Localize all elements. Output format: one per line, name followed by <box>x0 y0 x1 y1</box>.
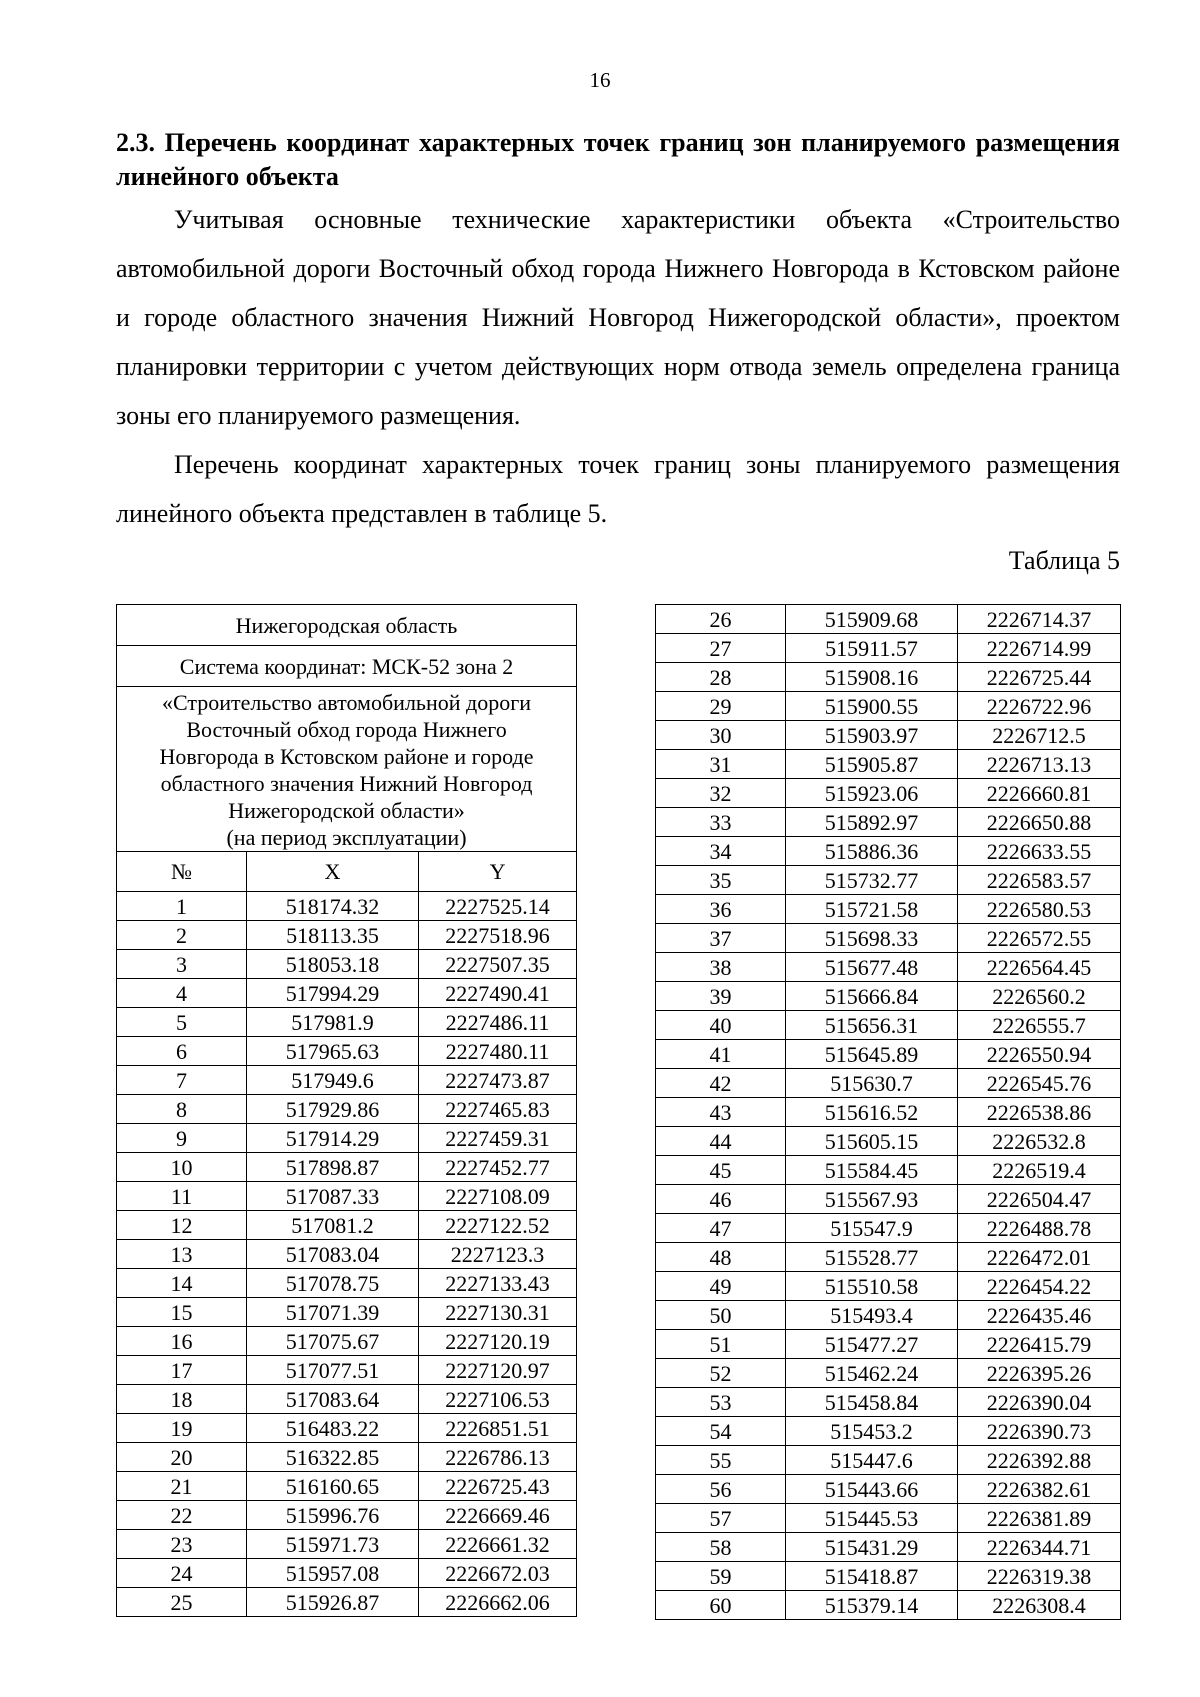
y-coordinate-cell: 2226454.22 <box>958 1272 1121 1301</box>
x-coordinate-cell: 517914.29 <box>247 1124 419 1153</box>
y-coordinate-cell: 2226555.7 <box>958 1011 1121 1040</box>
y-coordinate-cell: 2226392.88 <box>958 1446 1121 1475</box>
x-coordinate-cell: 515458.84 <box>786 1388 958 1417</box>
x-coordinate-cell: 515447.6 <box>786 1446 958 1475</box>
point-number-cell: 24 <box>117 1559 247 1588</box>
y-coordinate-cell: 2227486.11 <box>419 1008 577 1037</box>
table-row <box>656 634 1121 663</box>
table-row <box>656 1330 1121 1359</box>
y-coordinate-cell: 2226545.76 <box>958 1069 1121 1098</box>
x-coordinate-cell: 517075.67 <box>247 1327 419 1356</box>
y-coordinate-cell: 2226390.04 <box>958 1388 1121 1417</box>
x-coordinate-cell: 515477.27 <box>786 1330 958 1359</box>
point-number-cell: 22 <box>117 1501 247 1530</box>
table-row <box>117 1269 577 1298</box>
table-row <box>117 1037 577 1066</box>
x-coordinate-cell: 515528.77 <box>786 1243 958 1272</box>
point-number-cell: 55 <box>656 1446 786 1475</box>
point-number-cell: 6 <box>117 1037 247 1066</box>
x-coordinate-cell: 515698.33 <box>786 924 958 953</box>
point-number-cell: 27 <box>656 634 786 663</box>
point-number-cell: 45 <box>656 1156 786 1185</box>
table-row <box>656 837 1121 866</box>
y-coordinate-cell: 2226488.78 <box>958 1214 1121 1243</box>
table-row <box>656 1301 1121 1330</box>
point-number-cell: 50 <box>656 1301 786 1330</box>
y-coordinate-cell: 2227465.83 <box>419 1095 577 1124</box>
table-row <box>656 605 1121 634</box>
y-coordinate-cell: 2226583.57 <box>958 866 1121 895</box>
table-row <box>656 866 1121 895</box>
point-number-cell: 36 <box>656 895 786 924</box>
region-header: Нижегородская область <box>117 605 577 646</box>
x-coordinate-cell: 518174.32 <box>247 892 419 921</box>
x-coordinate-cell: 517898.87 <box>247 1153 419 1182</box>
x-coordinate-cell: 515567.93 <box>786 1185 958 1214</box>
y-coordinate-cell: 2226650.88 <box>958 808 1121 837</box>
table-row <box>656 982 1121 1011</box>
table-reference-paragraph: Перечень координат характерных точек границ зоны планируемого размещения линейного объекта представлен в таблице 5. <box>116 450 1120 528</box>
y-coordinate-cell: 2226580.53 <box>958 895 1121 924</box>
coordinates-table-right <box>655 604 1121 1620</box>
x-coordinate-cell: 515892.97 <box>786 808 958 837</box>
y-coordinate-cell: 2227120.19 <box>419 1327 577 1356</box>
point-number-cell: 43 <box>656 1098 786 1127</box>
point-number-cell: 51 <box>656 1330 786 1359</box>
section-heading: 2.3. Перечень координат характерных точек границ зон планируемого размещения линейного объекта <box>116 128 1120 191</box>
x-coordinate-cell: 515908.16 <box>786 663 958 692</box>
x-coordinate-cell: 515605.15 <box>786 1127 958 1156</box>
table-row <box>656 1156 1121 1185</box>
y-coordinate-cell: 2227473.87 <box>419 1066 577 1095</box>
table-row <box>656 692 1121 721</box>
point-number-cell: 37 <box>656 924 786 953</box>
point-number-cell: 48 <box>656 1243 786 1272</box>
table-row <box>656 1272 1121 1301</box>
y-coordinate-cell: 2226519.4 <box>958 1156 1121 1185</box>
table-row <box>117 1559 577 1588</box>
y-coordinate-cell: 2227459.31 <box>419 1124 577 1153</box>
y-coordinate-cell: 2227507.35 <box>419 950 577 979</box>
table-row <box>117 1385 577 1414</box>
x-coordinate-cell: 515666.84 <box>786 982 958 1011</box>
y-coordinate-cell: 2227108.09 <box>419 1182 577 1211</box>
y-coordinate-cell: 2226662.06 <box>419 1588 577 1617</box>
table-row <box>117 1530 577 1559</box>
table-row <box>117 1501 577 1530</box>
point-number-cell: 10 <box>117 1153 247 1182</box>
y-coordinate-cell: 2227122.52 <box>419 1211 577 1240</box>
y-coordinate-cell: 2226381.89 <box>958 1504 1121 1533</box>
object-name-line: «Строительство автомобильной дороги <box>162 690 531 715</box>
point-number-cell: 47 <box>656 1214 786 1243</box>
point-number-cell: 4 <box>117 979 247 1008</box>
object-name-line: Новгорода в Кстовском районе и городе <box>159 744 534 769</box>
y-coordinate-cell: 2226851.51 <box>419 1414 577 1443</box>
y-coordinate-cell: 2226344.71 <box>958 1533 1121 1562</box>
table-row <box>117 979 577 1008</box>
point-number-cell: 52 <box>656 1359 786 1388</box>
table-row <box>656 721 1121 750</box>
x-coordinate-cell: 515721.58 <box>786 895 958 924</box>
y-coordinate-cell: 2227525.14 <box>419 892 577 921</box>
x-coordinate-cell: 517929.86 <box>247 1095 419 1124</box>
y-coordinate-cell: 2227452.77 <box>419 1153 577 1182</box>
point-number-cell: 8 <box>117 1095 247 1124</box>
x-coordinate-cell: 518053.18 <box>247 950 419 979</box>
x-coordinate-cell: 515886.36 <box>786 837 958 866</box>
page-number: 16 <box>589 68 611 92</box>
table-row <box>117 950 577 979</box>
point-number-cell: 46 <box>656 1185 786 1214</box>
y-coordinate-cell: 2226672.03 <box>419 1559 577 1588</box>
x-coordinate-cell: 515379.14 <box>786 1591 958 1620</box>
table-row <box>656 808 1121 837</box>
point-number-cell: 34 <box>656 837 786 866</box>
table-row <box>656 1359 1121 1388</box>
point-number-cell: 25 <box>117 1588 247 1617</box>
y-coordinate-cell: 2226538.86 <box>958 1098 1121 1127</box>
y-coordinate-cell: 2226564.45 <box>958 953 1121 982</box>
x-coordinate-cell: 517083.64 <box>247 1385 419 1414</box>
y-coordinate-cell: 2226532.8 <box>958 1127 1121 1156</box>
table-row <box>656 1011 1121 1040</box>
x-coordinate-cell: 515656.31 <box>786 1011 958 1040</box>
point-number-cell: 5 <box>117 1008 247 1037</box>
object-name-line: областного значения Нижний Новгород <box>160 771 533 796</box>
table-row <box>117 1443 577 1472</box>
point-number-cell: 1 <box>117 892 247 921</box>
point-number-cell: 12 <box>117 1211 247 1240</box>
table-row <box>656 1446 1121 1475</box>
point-number-cell: 18 <box>117 1385 247 1414</box>
point-number-cell: 59 <box>656 1562 786 1591</box>
y-coordinate-cell: 2226390.73 <box>958 1417 1121 1446</box>
table-row <box>117 1153 577 1182</box>
y-coordinate-cell: 2226550.94 <box>958 1040 1121 1069</box>
y-coordinate-cell: 2226725.44 <box>958 663 1121 692</box>
point-number-cell: 17 <box>117 1356 247 1385</box>
x-coordinate-cell: 517071.39 <box>247 1298 419 1327</box>
x-coordinate-cell: 515630.7 <box>786 1069 958 1098</box>
x-coordinate-cell: 515905.87 <box>786 750 958 779</box>
point-number-cell: 40 <box>656 1011 786 1040</box>
point-number-cell: 2 <box>117 921 247 950</box>
x-coordinate-cell: 517077.51 <box>247 1356 419 1385</box>
y-coordinate-cell: 2226712.5 <box>958 721 1121 750</box>
x-coordinate-cell: 515453.2 <box>786 1417 958 1446</box>
table-row <box>656 1388 1121 1417</box>
point-number-cell: 15 <box>117 1298 247 1327</box>
x-coordinate-cell: 515911.57 <box>786 634 958 663</box>
table-row <box>656 1214 1121 1243</box>
point-number-cell: 58 <box>656 1533 786 1562</box>
y-coordinate-cell: 2226395.26 <box>958 1359 1121 1388</box>
y-coordinate-cell: 2226661.32 <box>419 1530 577 1559</box>
point-number-cell: 28 <box>656 663 786 692</box>
x-coordinate-cell: 517949.6 <box>247 1066 419 1095</box>
x-coordinate-cell: 518113.35 <box>247 921 419 950</box>
x-coordinate-cell: 517078.75 <box>247 1269 419 1298</box>
point-number-cell: 39 <box>656 982 786 1011</box>
x-coordinate-cell: 515677.48 <box>786 953 958 982</box>
point-number-cell: 19 <box>117 1414 247 1443</box>
table-row <box>656 895 1121 924</box>
table-row <box>656 1562 1121 1591</box>
point-number-cell: 13 <box>117 1240 247 1269</box>
point-number-cell: 44 <box>656 1127 786 1156</box>
table-row <box>656 1098 1121 1127</box>
x-coordinate-cell: 515645.89 <box>786 1040 958 1069</box>
table-row <box>656 1185 1121 1214</box>
table-row <box>117 1414 577 1443</box>
point-number-cell: 20 <box>117 1443 247 1472</box>
table-row <box>656 1417 1121 1446</box>
y-coordinate-cell: 2227133.43 <box>419 1269 577 1298</box>
table-row <box>656 663 1121 692</box>
table-row <box>117 1356 577 1385</box>
table-row <box>117 892 577 921</box>
x-coordinate-cell: 517083.04 <box>247 1240 419 1269</box>
table-row <box>656 1069 1121 1098</box>
table-row <box>117 1327 577 1356</box>
coordinates-table-left <box>116 604 577 1617</box>
table-row <box>117 1008 577 1037</box>
y-coordinate-cell: 2227130.31 <box>419 1298 577 1327</box>
table-row <box>117 1124 577 1153</box>
x-coordinate-cell: 515909.68 <box>786 605 958 634</box>
y-coordinate-cell: 2226713.13 <box>958 750 1121 779</box>
y-coordinate-cell: 2227123.3 <box>419 1240 577 1269</box>
table-row <box>656 1243 1121 1272</box>
y-coordinate-cell: 2226669.46 <box>419 1501 577 1530</box>
point-number-cell: 9 <box>117 1124 247 1153</box>
table-row <box>117 1211 577 1240</box>
point-number-cell: 49 <box>656 1272 786 1301</box>
y-coordinate-cell: 2227490.41 <box>419 979 577 1008</box>
x-coordinate-cell: 517994.29 <box>247 979 419 1008</box>
y-coordinate-cell: 2226560.2 <box>958 982 1121 1011</box>
y-coordinate-cell: 2226633.55 <box>958 837 1121 866</box>
table-row <box>117 1298 577 1327</box>
x-coordinate-cell: 515903.97 <box>786 721 958 750</box>
x-coordinate-cell: 515445.53 <box>786 1504 958 1533</box>
x-coordinate-cell: 517981.9 <box>247 1008 419 1037</box>
point-number-cell: 33 <box>656 808 786 837</box>
table-row <box>656 779 1121 808</box>
point-number-cell: 54 <box>656 1417 786 1446</box>
point-number-cell: 23 <box>117 1530 247 1559</box>
object-name-line: Нижегородской области» <box>228 798 465 823</box>
point-number-cell: 29 <box>656 692 786 721</box>
y-coordinate-cell: 2226435.46 <box>958 1301 1121 1330</box>
operation-period-note: (на период эксплуатации) <box>226 825 467 850</box>
table-row <box>656 1475 1121 1504</box>
x-coordinate-cell: 515996.76 <box>247 1501 419 1530</box>
point-number-cell: 3 <box>117 950 247 979</box>
table-row <box>656 1504 1121 1533</box>
point-number-cell: 14 <box>117 1269 247 1298</box>
y-coordinate-cell: 2226572.55 <box>958 924 1121 953</box>
table-row <box>117 1472 577 1501</box>
point-number-cell: 30 <box>656 721 786 750</box>
table-row <box>656 1591 1121 1620</box>
table-row <box>117 1588 577 1617</box>
x-coordinate-cell: 515957.08 <box>247 1559 419 1588</box>
table-row <box>656 924 1121 953</box>
x-coordinate-cell: 515616.52 <box>786 1098 958 1127</box>
x-coordinate-cell: 517965.63 <box>247 1037 419 1066</box>
table-row <box>656 1127 1121 1156</box>
x-coordinate-cell: 515510.58 <box>786 1272 958 1301</box>
x-coordinate-cell: 517081.2 <box>247 1211 419 1240</box>
point-number-cell: 60 <box>656 1591 786 1620</box>
table-row <box>117 1240 577 1269</box>
table-row <box>117 921 577 950</box>
x-coordinate-cell: 515443.66 <box>786 1475 958 1504</box>
x-coordinate-cell: 515900.55 <box>786 692 958 721</box>
point-number-cell: 38 <box>656 953 786 982</box>
table-row <box>117 1182 577 1211</box>
x-coordinate-cell: 515547.9 <box>786 1214 958 1243</box>
y-coordinate-cell: 2226308.4 <box>958 1591 1121 1620</box>
object-name-line: Восточный обход города Нижнего <box>186 717 507 742</box>
table-row <box>656 750 1121 779</box>
point-number-cell: 41 <box>656 1040 786 1069</box>
point-number-cell: 11 <box>117 1182 247 1211</box>
y-coordinate-cell: 2226472.01 <box>958 1243 1121 1272</box>
column-header-y: Y <box>419 852 577 892</box>
y-coordinate-cell: 2227518.96 <box>419 921 577 950</box>
x-coordinate-cell: 515418.87 <box>786 1562 958 1591</box>
object-name-header <box>117 687 577 852</box>
point-number-cell: 57 <box>656 1504 786 1533</box>
table-row <box>656 953 1121 982</box>
table-caption: Таблица 5 <box>1008 546 1120 575</box>
x-coordinate-cell: 517087.33 <box>247 1182 419 1211</box>
y-coordinate-cell: 2226415.79 <box>958 1330 1121 1359</box>
point-number-cell: 7 <box>117 1066 247 1095</box>
y-coordinate-cell: 2226504.47 <box>958 1185 1121 1214</box>
x-coordinate-cell: 515462.24 <box>786 1359 958 1388</box>
y-coordinate-cell: 2226660.81 <box>958 779 1121 808</box>
x-coordinate-cell: 516483.22 <box>247 1414 419 1443</box>
x-coordinate-cell: 516322.85 <box>247 1443 419 1472</box>
y-coordinate-cell: 2226382.61 <box>958 1475 1121 1504</box>
x-coordinate-cell: 515431.29 <box>786 1533 958 1562</box>
y-coordinate-cell: 2227480.11 <box>419 1037 577 1066</box>
table-row <box>656 1533 1121 1562</box>
point-number-cell: 56 <box>656 1475 786 1504</box>
y-coordinate-cell: 2227106.53 <box>419 1385 577 1414</box>
intro-paragraph: Учитывая основные технические характеристики объекта «Строительство автомобильной дороги Восточный обход города Нижнего Новгорода в Кстовском районе и городе областного значения Нижний Новгород Нижегородской области», проектом планировки территории с учетом действующих норм отвода земель определена граница зоны его планируемого размещения. <box>116 205 1120 430</box>
point-number-cell: 53 <box>656 1388 786 1417</box>
point-number-cell: 31 <box>656 750 786 779</box>
y-coordinate-cell: 2226786.13 <box>419 1443 577 1472</box>
y-coordinate-cell: 2226714.37 <box>958 605 1121 634</box>
x-coordinate-cell: 516160.65 <box>247 1472 419 1501</box>
x-coordinate-cell: 515926.87 <box>247 1588 419 1617</box>
y-coordinate-cell: 2227120.97 <box>419 1356 577 1385</box>
y-coordinate-cell: 2226725.43 <box>419 1472 577 1501</box>
point-number-cell: 42 <box>656 1069 786 1098</box>
point-number-cell: 32 <box>656 779 786 808</box>
x-coordinate-cell: 515493.4 <box>786 1301 958 1330</box>
point-number-cell: 21 <box>117 1472 247 1501</box>
x-coordinate-cell: 515584.45 <box>786 1156 958 1185</box>
x-coordinate-cell: 515732.77 <box>786 866 958 895</box>
y-coordinate-cell: 2226722.96 <box>958 692 1121 721</box>
column-header-x: X <box>247 852 419 892</box>
y-coordinate-cell: 2226714.99 <box>958 634 1121 663</box>
point-number-cell: 26 <box>656 605 786 634</box>
table-row <box>656 1040 1121 1069</box>
table-row <box>117 1095 577 1124</box>
point-number-cell: 35 <box>656 866 786 895</box>
table-row <box>117 1066 577 1095</box>
point-number-cell: 16 <box>117 1327 247 1356</box>
coordinate-system-header: Система координат: МСК-52 зона 2 <box>117 646 577 687</box>
x-coordinate-cell: 515971.73 <box>247 1530 419 1559</box>
x-coordinate-cell: 515923.06 <box>786 779 958 808</box>
column-header-number: № <box>117 852 247 892</box>
y-coordinate-cell: 2226319.38 <box>958 1562 1121 1591</box>
